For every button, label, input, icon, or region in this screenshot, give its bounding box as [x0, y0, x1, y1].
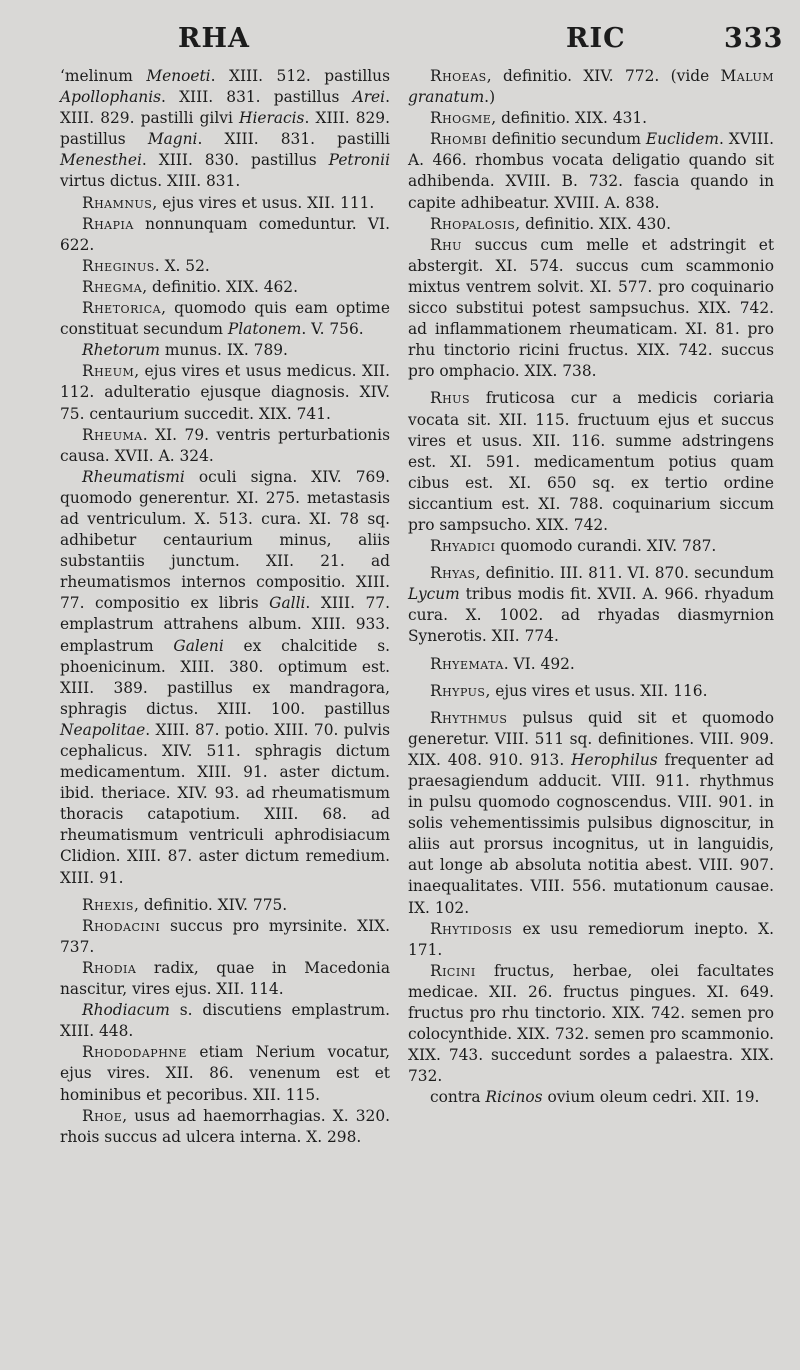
italic-term: Euclidem	[645, 130, 719, 149]
index-entry	[408, 388, 774, 536]
italic-term: Apollophanis	[60, 88, 162, 107]
index-entry	[60, 916, 390, 958]
entry-text: definitio secundum	[486, 130, 646, 149]
italic-term: Platonem	[227, 320, 302, 339]
running-head-left: RHA	[178, 23, 250, 54]
italic-term: Galli	[269, 594, 306, 613]
italic-term: granatum	[408, 88, 485, 107]
entry-text: , definitio. XIV. 775.	[133, 895, 288, 914]
entry-text: . XIII. 512. pastillus	[210, 67, 390, 85]
headword: Rhypus	[430, 681, 486, 700]
entry-text: succus pro myrsinite. XIX. 737.	[60, 916, 390, 956]
index-entry	[408, 536, 774, 557]
italic-term: Menoeti	[146, 67, 211, 85]
entry-text: , usus ad haemorrhagias. X. 320. rhois succus ad ulcera interna. X. 298.	[60, 1106, 390, 1146]
entry-text: , ejus vires et usus. XII. 111.	[152, 193, 375, 212]
entry-text: . XIII. 829. pastillus	[60, 109, 390, 149]
index-entry	[60, 340, 390, 361]
entry-text: etiam Nerium vocatur, ejus vires. XII. 86. venenum est et hominibus et pecoribus. XII. 115.	[60, 1043, 390, 1104]
index-entry	[60, 66, 390, 193]
italic-term: Lycum	[408, 585, 460, 604]
running-head-right: RIC	[566, 23, 626, 54]
italic-term: Neapolitae	[60, 720, 146, 739]
index-entry	[408, 108, 774, 129]
index-entry	[408, 563, 774, 647]
italic-term: Galeni	[173, 636, 224, 655]
entry-text: , definitio. III. 811. VI. 870. secundum	[475, 564, 774, 583]
headword: Rhopalosis	[430, 214, 516, 233]
entry-text: . XIII. 829. pastilli gilvi	[60, 88, 390, 128]
italic-term: Hieracis	[239, 109, 305, 128]
index-entry	[408, 129, 774, 213]
headword: Rheum	[82, 362, 135, 381]
index-entry	[408, 214, 774, 235]
entry-text: . XIII. 831. pastillus	[161, 88, 353, 107]
italic-term: Rhetorum	[82, 341, 160, 360]
headword: Rhoe	[82, 1106, 123, 1125]
headword: Rhegma	[82, 277, 143, 296]
index-entry	[60, 425, 390, 467]
italic-term: Petronii	[328, 151, 390, 170]
entry-text: pulsus quid sit et quomodo generetur. VIII. 511 sq. definitiones. VIII. 909. XIX. 408. 910. 913.	[408, 708, 774, 769]
index-entry	[60, 1042, 390, 1105]
entry-text: . V. 756.	[301, 320, 364, 339]
entry-text: . XI. 79. ventris perturbationis causa. XVII. A. 324.	[60, 425, 390, 465]
entry-text: succus cum melle et adstringit et abstergit. XI. 574. succus cum scammonio mixtus ventrem solvit. XI. 577. pro coquinario sicco substitui potest sampsuchus. XIX. 742. ad inflammationem rheumaticam. XI. 81. pro rhu tinctorio ricini fructus. XIX. 742. succus pro omphacio. XIX. 738.	[408, 235, 774, 381]
headword: Rhododaphne	[82, 1043, 187, 1062]
entry-text: . XIII. 87. potio. XIII. 70. pulvis cephalicus. XIV. 511. sphragis dictum medicamentum. XIII. 91. aster dictum. ibid. theriace. XIV. 93. ad rheumatismum thoracis catapotium. XIII. 68. ad rheumatismum ventriculi aphrodisiacum Clidion. XIII. 87. aster dictum remedium. XIII. 91.	[60, 720, 390, 887]
entry-text: tribus modis fit. XVII. A. 966. rhyadum cura. X. 1002. ad rhyadas diasmyrnion Synerotis. XII. 774.	[408, 585, 774, 646]
entry-text: . XIII. 830. pastillus	[141, 151, 329, 170]
index-entry	[60, 361, 390, 424]
index-entry	[408, 961, 774, 1088]
entry-text: munus. IX. 789.	[159, 341, 288, 360]
entry-text: . XIII. 831. pastilli	[197, 130, 390, 149]
headword: Rhogme	[430, 109, 492, 128]
entry-text: virtus dictus. XIII. 831.	[60, 172, 241, 191]
headword: Rhapia	[82, 214, 134, 233]
entry-text: s. discutiens emplastrum. XIII. 448.	[60, 1001, 390, 1041]
index-entry	[408, 235, 774, 383]
headword: Rhamnus	[82, 193, 153, 212]
italic-term: Arei	[352, 88, 386, 107]
entry-text: , quomodo quis eam optime constituat secundum	[60, 299, 390, 339]
headword: Rhodia	[82, 958, 137, 977]
italic-term: Magni	[147, 130, 198, 149]
entry-text: oculi signa. XIV. 769. quomodo generentur. XI. 275. metastasis ad ventriculum. X. 513. cura. XI. 78 sq. adhibetur centaurium minus, aliis substantiis junctum. XII. 21. ad rheumatismos internos compositio. XIII. 77. compositio ex libris	[60, 467, 390, 613]
italic-term: Menesthei	[60, 151, 142, 170]
entry-text: quomodo curandi. XIV. 787.	[495, 537, 717, 556]
entry-text: . XIII. 77. emplastrum attrahens album. XIII. 933. emplastrum	[60, 594, 390, 655]
index-entry	[60, 895, 390, 916]
italic-term: Ricinos	[485, 1088, 543, 1107]
entry-text: fructus, herbae, olei facultates medicae. XII. 26. fructus pingues. XI. 649. fructus pro rhu tinctorio. XIX. 742. semen pro colocynthide. XIX. 732. semen pro scammonio. XIX. 743. succedunt sordes a palaestra. XIX. 732.	[408, 961, 774, 1086]
headword: Ricini	[430, 961, 476, 980]
index-entry	[60, 214, 390, 256]
entry-text: , definitio. XIX. 431.	[491, 109, 648, 128]
index-entry	[60, 1106, 390, 1148]
headword: Rhytidosis	[430, 919, 513, 938]
index-entry	[60, 467, 390, 889]
right-column	[408, 66, 774, 1109]
index-entry	[60, 298, 390, 340]
index-entry	[60, 277, 390, 298]
headword: Rhyemata	[430, 654, 504, 673]
headword: Rhombi	[430, 130, 487, 149]
headword: Rheginus	[82, 256, 155, 275]
index-entry	[60, 1000, 390, 1042]
entry-text: frequenter ad praesagiendum adducit. VIII. 911. rhythmus in pulsu quomodo cognoscendus. VIII. 901. in solis vehementissimis pulsibus dignoscitur, in aliis aut prorsus incognitus, ut in languidis, aut longe ab absoluta notitia abest. VIII. 907. inaequalitates. VIII. 556. mutationum causae. IX. 102.	[408, 750, 774, 917]
index-entry	[408, 708, 774, 919]
headword: Rhetorica	[82, 299, 162, 318]
index-entry	[60, 256, 390, 277]
entry-text: contra	[430, 1088, 486, 1107]
entry-text: ‘melinum	[60, 67, 147, 85]
headword: Rheuma	[82, 425, 143, 444]
page-number: 333	[724, 23, 784, 54]
index-entry	[408, 654, 774, 675]
headword: Malum	[720, 67, 774, 85]
headword: Rhyadici	[430, 537, 496, 556]
headword: Rhythmus	[430, 708, 508, 727]
entry-text: , definitio. XIX. 430.	[515, 214, 672, 233]
entry-text: , ejus vires et usus. XII. 116.	[485, 681, 708, 700]
headword: Rhoeas	[430, 67, 487, 85]
entry-text: radix, quae in Macedonia nascitur, vires ejus. XII. 114.	[60, 958, 390, 999]
headword: Rhu	[430, 235, 462, 254]
headword: Rhodacini	[82, 916, 161, 935]
index-entry	[408, 919, 774, 961]
entry-text: ovium oleum cedri. XII. 19.	[542, 1088, 760, 1107]
italic-term: Herophilus	[571, 750, 658, 769]
entry-text: , definitio. XIV. 772. (vide	[486, 67, 721, 85]
index-entry	[60, 193, 390, 214]
italic-term: Rheumatismi	[82, 467, 185, 486]
entry-text: . VI. 492.	[503, 654, 575, 673]
index-entry	[408, 1087, 774, 1108]
headword: Rhus	[430, 389, 470, 408]
entry-text: fruticosa cur a medicis coriaria vocata sit. XII. 115. fructuum ejus et succus vires et usus. XII. 116. summe adstringens est. XI. 591. medicamentum potius quam cibus est. XI. 650 sq. ex tertio ordine siccantium est. XI. 788. coquinarium siccum pro sampsucho. XIX. 742.	[408, 389, 774, 534]
headword: Rhexis	[82, 895, 134, 914]
entry-text: ex usu remediorum inepto. X. 171.	[408, 919, 774, 959]
entry-text: .)	[484, 88, 496, 107]
entry-text: . X. 52.	[154, 256, 210, 275]
entry-text: , ejus vires et usus medicus. XII. 112. adulteratio ejusque diagnosis. XIV. 75. centaurium succedit. XIX. 741.	[60, 362, 390, 423]
entry-text: , definitio. XIX. 462.	[142, 277, 298, 296]
index-entry	[408, 681, 774, 702]
entry-text: ex chalcitide s. phoenicinum. XIII. 380. optimum est. XIII. 389. pastillus ex mandragora, sphragis dictus. XIII. 100. pastillus	[60, 636, 390, 718]
headword: Rhyas	[430, 564, 476, 583]
italic-term: Rhodiacum	[82, 1001, 170, 1020]
entry-text: nonnunquam comeduntur. VI. 622.	[60, 214, 390, 254]
left-column	[60, 66, 390, 1148]
index-entry	[60, 958, 390, 1000]
index-entry	[408, 66, 774, 108]
entry-text: . XVIII. A. 466. rhombus vocata deligatio quando sit adhibenda. XVIII. B. 732. fascia quando in capite adhibeatur. XVIII. A. 838.	[408, 130, 774, 212]
